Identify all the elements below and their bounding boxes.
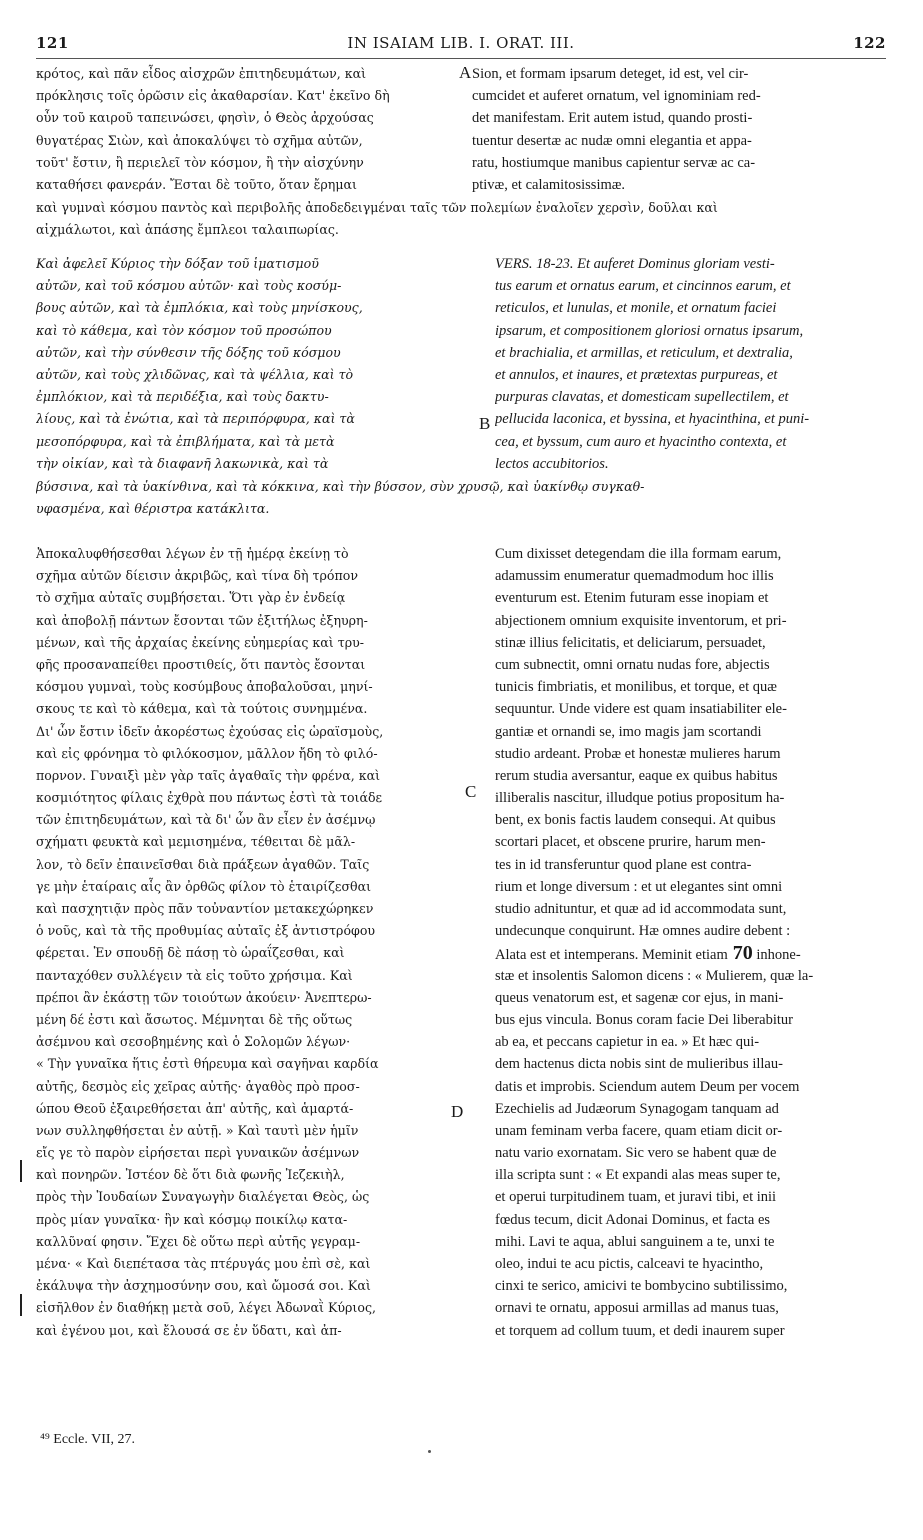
text-line: υφασμένα, καὶ θέριστρα κατάκλιτα. xyxy=(36,501,270,517)
latin-verse-column xyxy=(495,253,887,475)
greek-full-width-1 xyxy=(36,197,886,241)
text-line: ptivæ, et calamitosissimæ. xyxy=(472,176,626,193)
text-line: datis et improbis. Sciendum autem Deum per vocem xyxy=(495,1078,800,1095)
text-line: cea, et byssum, cum auro et hyacintho contexta, et xyxy=(495,433,787,450)
text-line: det manifestam. Erit autem istud, quando prosti- xyxy=(472,110,753,127)
text-line: γε μὴν ἑταίραις αἷς ἂν ὀρθῶς φίλον τὸ ἑταιρίζεσθαι xyxy=(36,878,372,894)
page-number-left: 121 xyxy=(36,34,69,52)
text-line: ἀσέμνου καὶ σεσοβημένης καὶ ὁ Σολομῶν λέγων· xyxy=(36,1034,351,1050)
text-line: ὁ νοῦς, καὶ τὰ τῆς προθυμίας αὐταῖς ἐξ ἀντιστρόφου xyxy=(36,923,376,939)
text-line: illa scripta sunt : « Et expandi alas meas super te, xyxy=(495,1167,781,1184)
section-marker-b: B xyxy=(479,414,491,433)
section-marker-d: D xyxy=(451,1102,464,1121)
text-line: αὐτῶν, καὶ τοῦ κόσμου αὐτῶν· καὶ τοὺς κοσύμ- xyxy=(36,278,342,294)
text-line: τοῦτ' ἔστιν, ἢ περιελεῖ τὸν κόσμον, ἢ τὴν αἰσχύνην xyxy=(36,154,364,170)
text-line: καὶ εἰς φρόνημα τὸ φιλόκοσμον, μᾶλλον ἤδη τὸ φιλό- xyxy=(36,745,378,761)
margin-bar xyxy=(20,1160,22,1182)
text-line: καὶ πασχητιᾷν πρὸς πᾶν τοὐναντίον μετακεχώρηκεν xyxy=(36,901,374,916)
text-line: et brachialia, et armillas, et reticulum, et dextralia, xyxy=(495,344,793,361)
text-line: tes in id transferuntur quod plane est contra- xyxy=(495,856,752,873)
text-line: rerum studia aversantur, eaque ex quibus habitus xyxy=(495,767,778,784)
text-line: ipsarum, et compositionem gloriosi ornatus ipsarum, xyxy=(495,322,804,339)
text-line: καὶ ἐγένου μοι, καὶ ἔλουσά σε ἐν ὕδατι, καὶ ἀπ- xyxy=(36,1322,342,1338)
text-line: oleo, indui te acu pictis, calceavi te hyacintho, xyxy=(495,1256,764,1272)
text-line: adamussim enumeratur quemadmodum hoc illis xyxy=(495,568,774,585)
text-line: ἐμπλόκιον, καὶ τὰ περιδέξια, καὶ τοὺς δακτυ- xyxy=(36,389,329,405)
page-number-right: 122 xyxy=(853,34,886,52)
text-line: ώπου Θεοῦ ἐξαιρεθήσεται ἀπ' αὐτῆς, καὶ ἁμαρτά- xyxy=(36,1100,354,1116)
text-line: queus venatorum est, et sagenæ cor ejus, in mani- xyxy=(495,989,784,1006)
text-line: καὶ τὸ κάθεμα, καὶ τὸν κόσμον τοῦ προσώπου xyxy=(36,322,332,338)
text-line: μένη δέ ἐστι καὶ ἄσωτος. Μέμνηται δὲ τῆς οὕτως xyxy=(36,1011,353,1027)
text-line: φῆς προσαναπείθει προστιθείς, ὅτι παντὸς ἔσονται xyxy=(36,656,366,672)
text-line: ratu, hostiumque manibus capientur servæ ac ca- xyxy=(472,154,756,171)
text-line: reticulos, et lunulas, et monile, et ornatum faciei xyxy=(495,300,777,317)
text-line: αὐτῶν, καὶ τοὺς χλιδῶνας, καὶ τὰ ψέλλια, καὶ τὸ xyxy=(36,366,354,382)
footnote: ⁴⁹ Eccle. VII, 27. xyxy=(40,1432,136,1447)
text-fragment: inhone- xyxy=(752,947,801,964)
text-line: οὖν τοῦ καιροῦ ταπεινώσει, φησὶν, ὁ Θεὸς ἀρχούσας xyxy=(36,110,374,126)
text-line: μένων, καὶ τῆς ἀρχαίας ἐκείνης εὐημερίας καὶ τρυ- xyxy=(36,634,365,650)
text-line: σκους τε καὶ τὸ κάθεμα, καὶ τὰ τούτοις συνημμένα. xyxy=(36,701,368,717)
running-title: IN ISAIAM LIB. I. ORAT. III. xyxy=(347,34,575,52)
greek-verse-column xyxy=(36,253,461,475)
text-line: Ἀποκαλυφθήσεσθαι λέγων ἐν τῇ ἡμέρᾳ ἐκείνῃ τὸ xyxy=(36,546,349,561)
text-line: καλλῦναί φησιν. Ἔχει δὲ οὕτω περὶ αὐτῆς γεγραμ- xyxy=(36,1233,361,1249)
text-line: Cum dixisset detegendam die illa formam earum, xyxy=(495,546,782,562)
text-line: πρέποι ἂν ἑκάστῃ τῶν τοιούτων ἀκούειν· Ἀνεπτερω- xyxy=(36,989,372,1005)
header-rule xyxy=(36,58,886,59)
text-line: bus ejus vincula. Bonus coram facie Dei liberabitur xyxy=(495,1011,793,1028)
text-line: studio ardeant. Probæ et honestæ mulieres harum xyxy=(495,745,781,762)
text-line: σχήματι φευκτὰ καὶ μεμισημένα, τέθειται δὲ μᾶλ- xyxy=(36,834,356,850)
text-line: λον, τὸ δεῖν ἐπαινεῖσθαι διὰ πράξεων ἀγαθῶν. Ταῖς xyxy=(36,856,370,872)
greek-full-width-2 xyxy=(36,476,886,520)
text-line: πρὸς μίαν γυναῖκα· ἣν καὶ κόσμῳ ποικίλῳ κατα- xyxy=(36,1211,348,1227)
text-line: αὐτῶν, καὶ τὴν σύνθεσιν τῆς δόξης τοῦ κόσμου xyxy=(36,344,341,360)
text-line: lectos accubitorios. xyxy=(495,455,609,472)
text-line: cum subnectit, omni ornatu nudas fore, abjectis xyxy=(495,656,770,673)
text-line: pellucida laconica, et byssina, et hyacinthina, et puni- xyxy=(495,411,810,428)
text-line: VERS. 18-23. Et auferet Dominus gloriam vesti- xyxy=(495,256,775,272)
text-line: καὶ γυμναὶ κόσμου παντὸς καὶ περιβολῆς ἀποδεδειγμέναι ταῖς τῶν πολεμίων ἐναλοῖεν χερσὶν, δοῦλαι καὶ xyxy=(36,200,718,215)
text-line: mihi. Lavi te aqua, ablui sanguinem a te, unxi te xyxy=(495,1233,775,1250)
greek-body-column xyxy=(36,543,456,1342)
text-line: stæ et insolentis Salomon dicens : « Mulierem, quæ la- xyxy=(495,967,814,984)
text-line: πορνον. Γυναιξὶ μὲν γὰρ ταῖς ἀγαθαῖς τὴν φρένα, καὶ xyxy=(36,767,381,783)
text-line: unam feminam verba facere, quam etiam dicit or- xyxy=(495,1122,783,1139)
text-line: fœdus tecum, dicit Adonai Dominus, et facta es xyxy=(495,1211,771,1228)
text-line: πρὸς τὴν Ἰουδαίων Συναγωγὴν διαλέγεται Θεὸς, ὡς xyxy=(36,1189,370,1205)
text-line: Sion, et formam ipsarum deteget, id est, vel cir- xyxy=(472,66,749,82)
page-header xyxy=(36,34,886,58)
text-line: καταθήσει φανεράν. Ἔσται δὲ τοῦτο, ὅταν ἔρημαι xyxy=(36,176,357,192)
text-line: τὸ σχῆμα αὐταῖς συμβήσεται. Ὅτι γὰρ ἐν ἐνδείᾳ xyxy=(36,590,346,606)
text-line: κόσμου γυμναὶ, τοὺς κοσύμβους ἀποβαλοῦσαι, μηνί- xyxy=(36,679,373,695)
column-number: 70 xyxy=(727,942,753,965)
text-line: rium et longe diversum : et ut elegantes sint omni xyxy=(495,878,783,895)
text-line: et operui turpitudinem tuam, et juravi tibi, et inii xyxy=(495,1189,777,1206)
greek-column-top xyxy=(36,63,461,196)
text-line: θυγατέρας Σιὼν, καὶ ἀποκαλύψει τὸ σχῆμα αὐτῶν, xyxy=(36,132,363,148)
text-line: dem hactenus dicta nobis sint de mulieribus illau- xyxy=(495,1056,783,1073)
latin-body-column xyxy=(495,543,887,1342)
text-line: cinxi te serico, amicivi te bombycino subtilissimo, xyxy=(495,1278,788,1295)
text-line: μένα· « Καὶ διεπέτασα τὰς πτέρυγάς μου ἐπὶ σὲ, καὶ xyxy=(36,1256,371,1271)
text-line: Alata est et intemperans. Meminit etiam 70 inhone- xyxy=(495,942,801,965)
text-line: Ezechielis ad Judæorum Synagogam tanquam ad xyxy=(495,1100,779,1117)
text-line: Δι' ὧν ἔστιν ἰδεῖν ἀκορέστως ἐχούσας εἰς ὡραϊσμοὺς, xyxy=(36,723,384,739)
text-line: bent, ex bonis factis laudem consequi. At quibus xyxy=(495,812,776,829)
text-line: eventurum est. Etenim futuram esse inopiam et xyxy=(495,590,769,607)
text-line: τῶν ἐπιτηδευμάτων, καὶ τὰ δι' ὧν ἂν εἶεν ἐν ἀσέμνῳ xyxy=(36,812,376,828)
section-marker-a: A xyxy=(459,63,472,82)
text-line: σχῆμα αὐτῶν δίεισιν ἀκριβῶς, καὶ τίνα δὴ τρόπον xyxy=(36,568,359,584)
ink-speck xyxy=(428,1450,431,1453)
latin-column-top xyxy=(472,63,887,196)
text-line: καὶ ἀποβολῇ πάντων ἔσονται τῶν ἐξιτήλως ἐξηυρη- xyxy=(36,612,368,628)
text-line: αὐτῆς, δεσμὸς εἰς χεῖρας αὐτῆς· ἀγαθὸς πρὸ προσ- xyxy=(36,1078,360,1094)
text-line: βύσσινα, καὶ τὰ ὑακίνθινα, καὶ τὰ κόκκινα, καὶ τὴν βύσσον, σὺν χρυσῷ, καὶ ὑακίνθῳ συγκαθ- xyxy=(36,479,645,494)
text-line: τὴν οἰκίαν, καὶ τὰ διαφανῆ λακωνικὰ, καὶ τὰ xyxy=(36,455,329,471)
text-line: φέρεται. Ἐν σπουδῇ δὲ πάσῃ τὸ ὡραΐζεσθαι, καὶ xyxy=(36,945,345,961)
text-line: κοσμιότητος φίλαις ἐχθρὰ που πάντως ἐστὶ τὰ τοιάδε xyxy=(36,790,383,806)
text-line: gantiæ et ornandi se, imo magis jam scortandi xyxy=(495,723,762,740)
text-line: κρότος, καὶ πᾶν εἶδος αἰσχρῶν ἐπιτηδευμάτων, καὶ xyxy=(36,66,367,81)
text-line: αἰχμάλωτοι, καὶ ἁπάσης ἔμπλεοι ταλαιπωρίας. xyxy=(36,222,339,238)
text-line: πρόκλησις τοῖς ὁρῶσιν εἰς ἀκαθαρσίαν. Κατ' ἐκεῖνο δὴ xyxy=(36,88,390,104)
text-line: natu vario exornatam. Sic vero se habent quæ de xyxy=(495,1145,777,1162)
text-line: ab ea, et peccans capietur in ea. » Et hæc qui- xyxy=(495,1034,760,1051)
text-line: εἴς γε τὸ παρὸν εἰρήσεται περὶ γυναικῶν ἀσέμνων xyxy=(36,1145,360,1161)
text-line: stinæ illius felicitatis, et deliciarum, persuadet, xyxy=(495,634,766,651)
text-line: « Τὴν γυναῖκα ἥτις ἐστὶ θήρευμα καὶ σαγῆναι καρδία xyxy=(36,1056,379,1072)
text-line: λίους, καὶ τὰ ἐνώτια, καὶ τὰ περιπόρφυρα, καὶ τὰ xyxy=(36,411,355,427)
text-line: sequuntur. Unde videre est quam insatiabiliter ele- xyxy=(495,701,787,718)
margin-bar xyxy=(20,1294,22,1316)
text-line: πανταχόθεν συλλέγειν τὰ εἰς τοῦτο χρήσιμα. Καὶ xyxy=(36,967,353,983)
text-line: cumcidet et auferet ornatum, vel ignominiam red- xyxy=(472,88,761,105)
text-line: tunicis fimbriatis, et monilibus, et torque, et quæ xyxy=(495,679,777,696)
section-marker-c: C xyxy=(465,782,477,801)
text-line: εἰσῆλθον ἐν διαθήκῃ μετὰ σοῦ, λέγει Ἀδωναῒ Κύριος, xyxy=(36,1300,377,1316)
text-line: ἐκάλυψα τὴν ἀσχημοσύνην σου, καὶ ὤμοσά σοι. Καὶ xyxy=(36,1278,371,1294)
text-line: scortari placet, et obscene prurire, harum men- xyxy=(495,834,766,851)
text-line: abjectionem omnium exquisite inventorum, et pri- xyxy=(495,612,787,629)
text-line: καὶ πονηρῶν. Ἰστέον δὲ ὅτι διὰ φωνῆς Ἰεζεκιὴλ, xyxy=(36,1167,345,1183)
text-line: purpuras clavatas, et domesticam supellectilem, et xyxy=(495,389,789,406)
text-line: μεσοπόρφυρα, καὶ τὰ ἐπιβλήματα, καὶ τὰ μετὰ xyxy=(36,433,335,449)
text-line: νων συλληφθήσεται ἐν αὐτῇ. » Καὶ ταυτὶ μὲν ἡμῖν xyxy=(36,1122,359,1138)
text-line: et annulos, et inaures, et prætextas purpureas, et xyxy=(495,366,778,383)
text-line: Καὶ ἀφελεῖ Κύριος τὴν δόξαν τοῦ ἱματισμοῦ xyxy=(36,256,319,271)
text-line: studio adnituntur, et quæ ad id accommodata sunt, xyxy=(495,901,787,917)
text-line: illiberalis nascitur, illudque potius propositum ha- xyxy=(495,790,785,807)
text-line: et torquem ad collum tuum, et dedi inaurem super xyxy=(495,1322,785,1339)
text-line: undecunque conquirunt. Hæ omnes audire debent : xyxy=(495,923,791,940)
text-line: tuentur desertæ ac nudæ omni elegantia et appa- xyxy=(472,132,752,149)
text-line: tus earum et ornatus earum, et cincinnos earum, et xyxy=(495,278,791,295)
text-line: ornavi te ornatu, apposui armillas ad manus tuas, xyxy=(495,1300,779,1317)
text-line: βους αὐτῶν, καὶ τὰ ἐμπλόκια, καὶ τοὺς μηνίσκους, xyxy=(36,300,363,316)
